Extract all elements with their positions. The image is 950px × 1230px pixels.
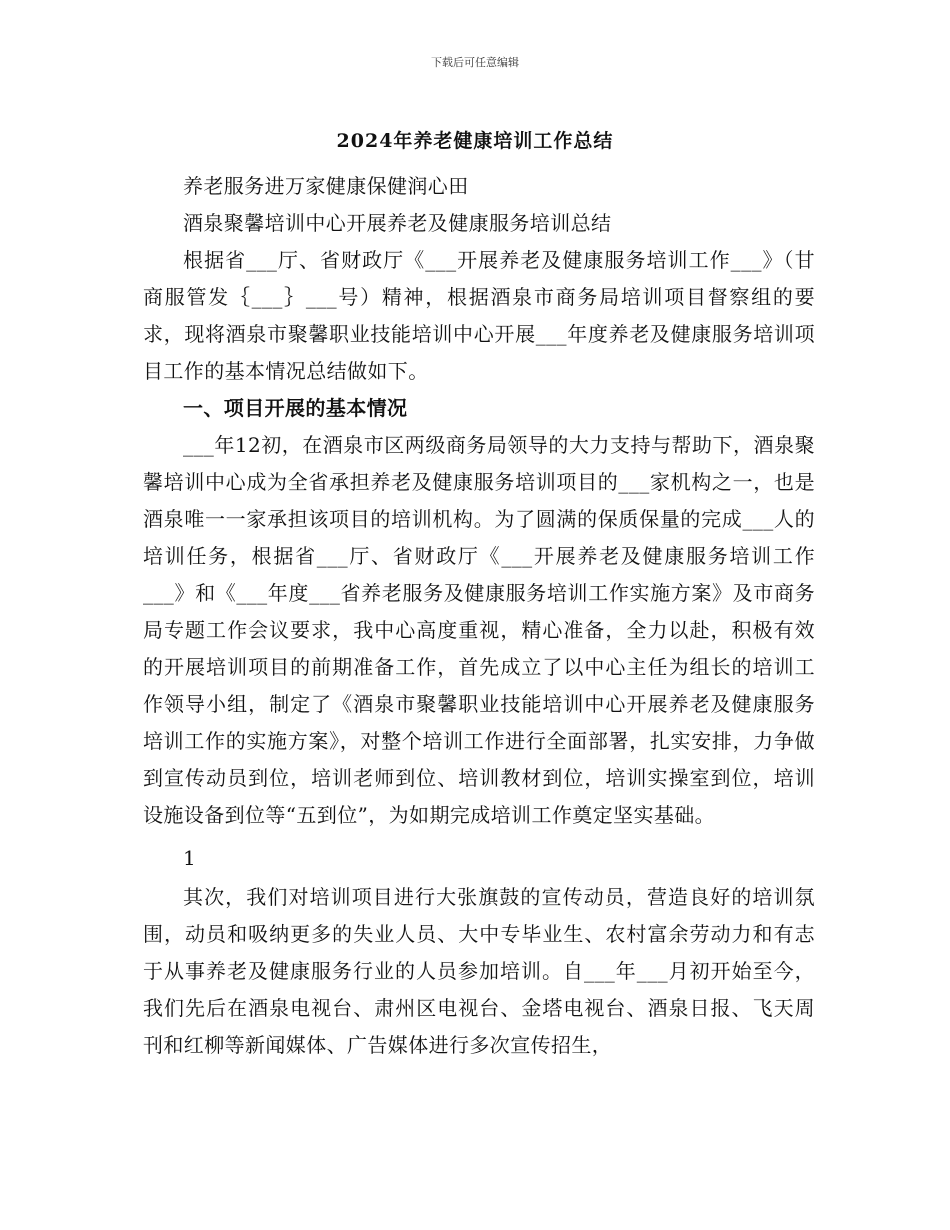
page-number: 1 [183, 846, 197, 870]
section-paragraph: ___年12初，在酒泉市区两级商务局领导的大力支持与帮助下，酒泉聚馨培训中心成为全省承担养老及健康服务培训项目的___家机构之一，也是酒泉唯一一家承担该项目的培训机构。为了圆满的保质保量的完成___人的培训任务，根据省___厅、省财政厅《___开展养老及健康服务培训工作___》和《___年度___省养老服务及健康服务培训工作实施方案》及市商务局专题工作会议要求，我中心高度重视，精心准备，全力以赴，积极有效的开展培训项目的前期准备工作，首先成立了以中心主任为组长的培训工作领导小组，制定了《酒泉市聚馨职业技能培训中心开展养老及健康服务培训工作的实施方案》，对整个培训工作进行全面部署，扎实安排，力争做到宣传动员到位，培训老师到位、培训教材到位，培训实操室到位，培训设施设备到位等“五到位”，为如期完成培训工作奠定坚实基础。 [143, 433, 815, 827]
document-title: 2024年养老健康培训工作总结 [336, 130, 614, 152]
continuation-paragraph: 其次，我们对培训项目进行大张旗鼓的宣传动员，营造良好的培训氛围，动员和吸纳更多的失业人员、大中专毕业生、农村富余劳动力和有志于从事养老及健康服务行业的人员参加培训。自___年___月初开始至今，我们先后在酒泉电视台、肃州区电视台、金塔电视台、酒泉日报、飞天周刊和红柳等新闻媒体、广告媒体进行多次宣传招生， [143, 885, 815, 1057]
header-note: 下载后可任意编辑 [431, 56, 519, 69]
intro-paragraph: 根据省___厅、省财政厅《___开展养老及健康服务培训工作___》（甘商服管发｛___｝___号）精神，根据酒泉市商务局培训项目督察组的要求，现将酒泉市聚馨职业技能培训中心开展___年度养老及健康服务培训项目工作的基本情况总结做如下。 [143, 248, 815, 383]
section-heading: 一、项目开展的基本情况 [183, 396, 408, 420]
document-body [143, 168, 815, 1064]
subtitle-line-1: 养老服务进万家健康保健润心田 [183, 174, 469, 198]
subtitle-line-2: 酒泉聚馨培训中心开展养老及健康服务培训总结 [183, 211, 612, 235]
